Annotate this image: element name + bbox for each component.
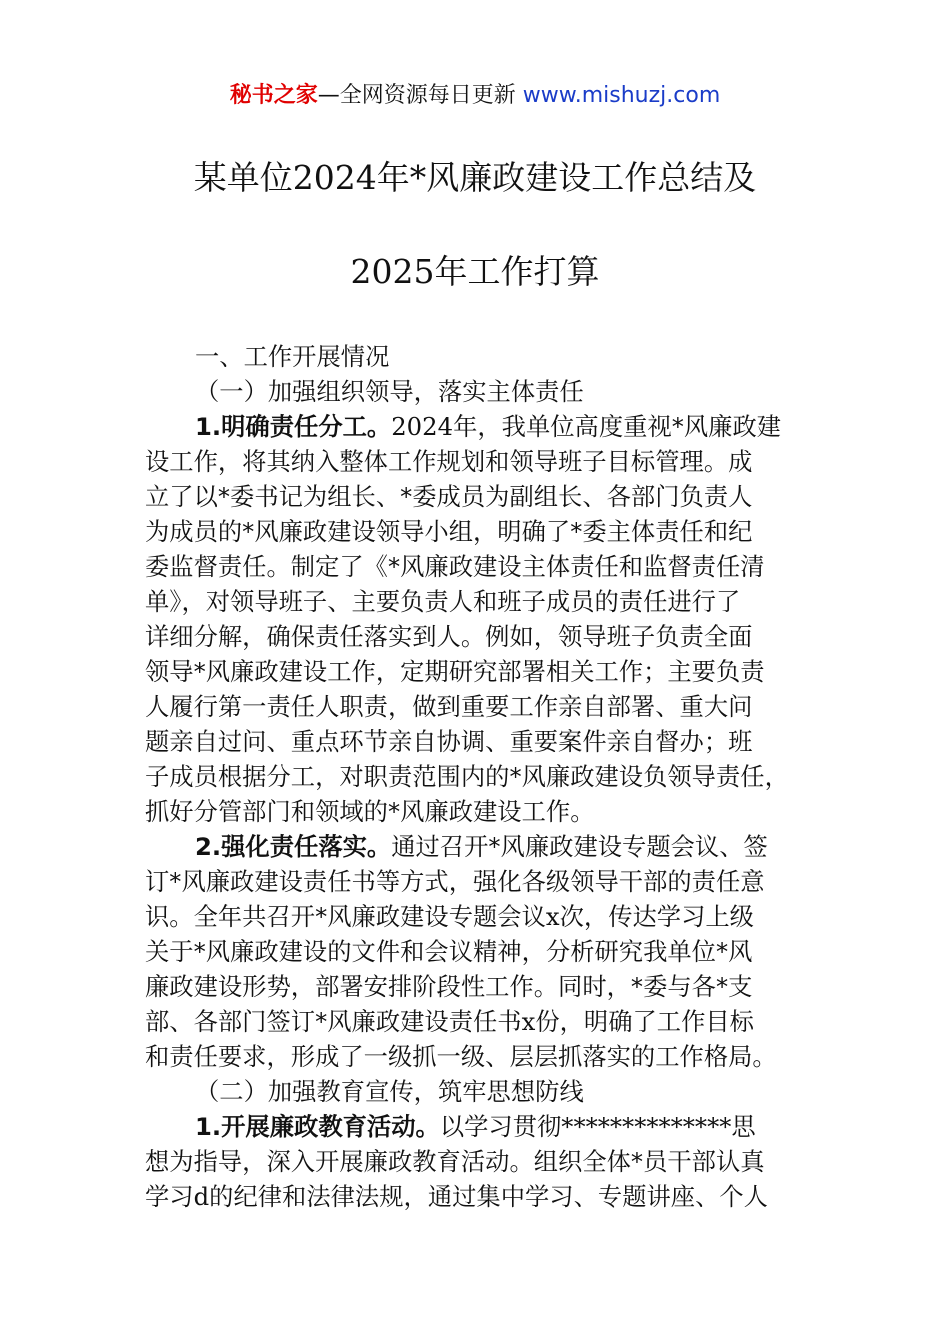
paragraph-line: 立了以*委书记为组长、*委成员为副组长、各部门负责人 [145,482,753,511]
site-tagline: —全网资源每日更新 [317,83,516,108]
site-url[interactable]: www.mishuzj.com [522,83,721,108]
paragraph-line: 关于*风廉政建设的文件和会议精神，分析研究我单位*风 [145,937,753,966]
subheading-2: （二）加强教育宣传，筑牢思想防线 [195,1077,584,1106]
paragraph-line: 2.强化责任落实。通过召开*风廉政建设专题会议、签 [195,832,768,861]
paragraph-line: 订*风廉政建设责任书等方式，强化各级领导干部的责任意 [145,867,765,896]
paragraph-line: 子成员根据分工，对职责范围内的*风廉政建设负领导责任， [145,762,789,791]
bold-lead: 1.明确责任分工。 [195,412,392,441]
paragraph-line: 想为指导，深入开展廉政教育活动。组织全体*员干部认真 [145,1147,765,1176]
bold-lead: 1.开展廉政教育活动。 [195,1112,440,1141]
paragraph-line: 详细分解，确保责任落实到人。例如，领导班子负责全面 [145,622,753,651]
bold-lead: 2.强化责任落实。 [195,832,392,861]
paragraph-line: 单》，对领导班子、主要负责人和班子成员的责任进行了 [145,587,741,616]
paragraph-line: 部、各部门签订*风廉政建设责任书x份，明确了工作目标 [145,1007,754,1036]
heading-1: 一、工作开展情况 [195,342,390,371]
paragraph-line: 为成员的*风廉政建设领导小组，明确了*委主体责任和纪 [145,517,753,546]
paragraph-line: 领导*风廉政建设工作，定期研究部署相关工作；主要负责 [145,657,765,686]
paragraph-line: 抓好分管部门和领域的*风廉政建设工作。 [145,797,595,826]
paragraph-line: 委监督责任。制定了《*风廉政建设主体责任和监督责任清 [145,552,765,581]
paragraph-line: 人履行第一责任人职责，做到重要工作亲自部署、重大问 [145,692,753,721]
document-title-line-1: 某单位2024年*风廉政建设工作总结及 [193,158,757,197]
document-title-line-2: 2025年工作打算 [350,252,600,291]
site-name: 秘书之家 [229,83,318,108]
paragraph-line: 设工作，将其纳入整体工作规划和领导班子目标管理。成 [145,447,753,476]
paragraph-line: 廉政建设形势，部署安排阶段性工作。同时，*委与各*支 [145,972,753,1001]
site-header [0,80,950,112]
paragraph-line: 题亲自过问、重点环节亲自协调、重要案件亲自督办；班 [145,727,753,756]
paragraph-line: 学习d的纪律和法律法规，通过集中学习、专题讲座、个人 [145,1182,768,1211]
paragraph-line: 和责任要求，形成了一级抓一级、层层抓落实的工作格局。 [145,1042,777,1071]
paragraph-line: 1.明确责任分工。2024年，我单位高度重视*风廉政建 [195,412,782,441]
document-body [145,339,835,1214]
subheading-1: （一）加强组织领导，落实主体责任 [195,377,584,406]
paragraph-line: 识。全年共召开*风廉政建设专题会议x次，传达学习上级 [145,902,754,931]
paragraph-line: 1.开展廉政教育活动。以学习贯彻**************思 [195,1112,756,1141]
